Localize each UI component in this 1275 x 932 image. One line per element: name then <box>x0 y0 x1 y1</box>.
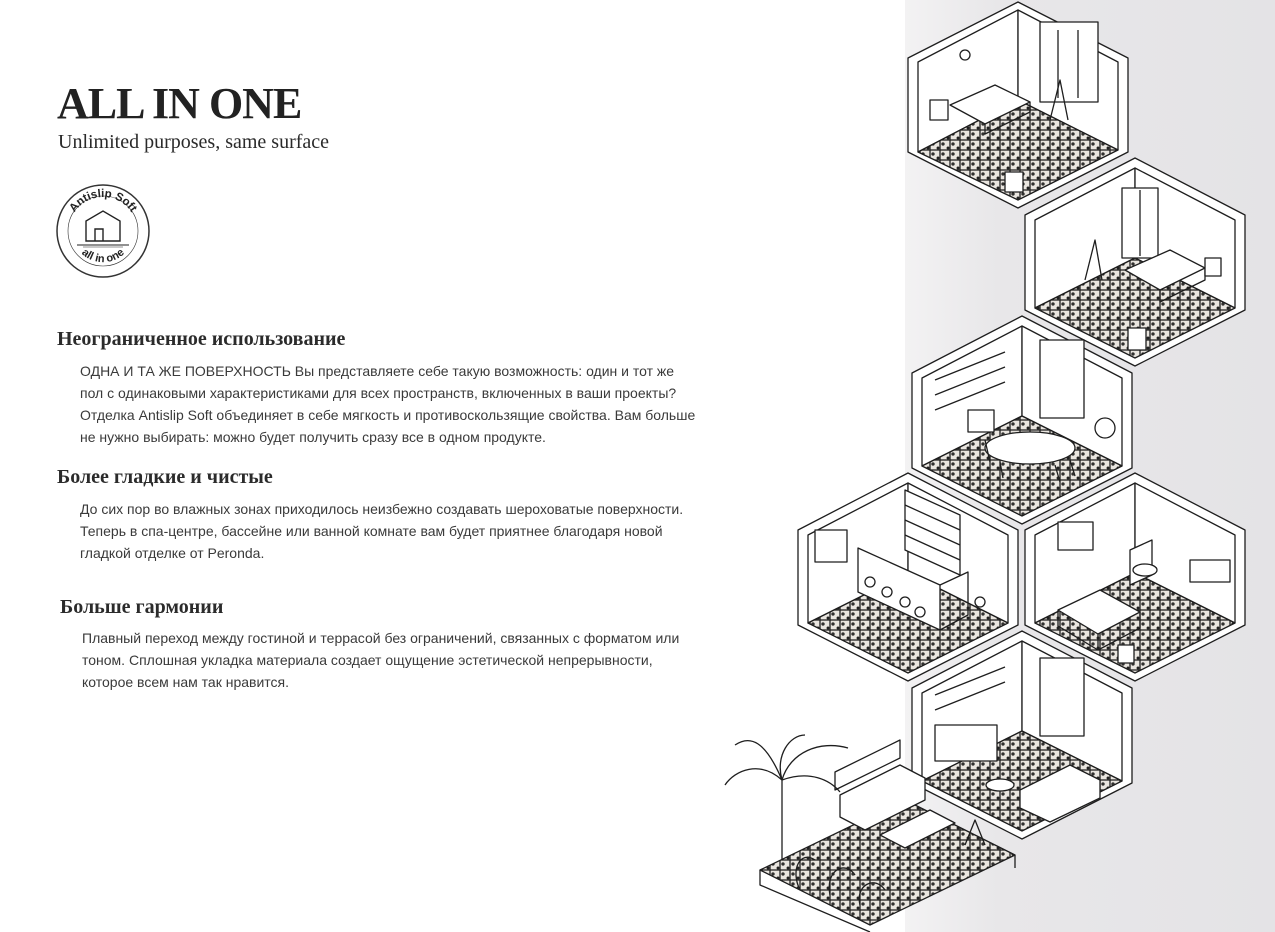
section-text-unlimited-use: ОДНА И ТА ЖЕ ПОВЕРХНОСТЬ Вы представляете себе такую возможность: один и тот же пол с одинаковыми характеристиками для всех пространств, включенных в ваши проекты? Отделка Antislip Soft объединяет в себе мягкость и противоскользящие свойства. Вам больше не нужно выбирать: можно будет получить сразу все в одном продукте. <box>80 363 696 445</box>
section-title-smoother-cleaner: Более гладкие и чистые <box>57 466 273 488</box>
section-title-unlimited-use: Неограниченное использование <box>57 328 346 350</box>
badge-top-text: Antislip Soft <box>67 187 139 215</box>
section-text-more-harmony: Плавный переход между гостиной и террасой без ограничений, связанных с форматом или тоном. Сплошная укладка материала создает ощущение эстетической непрерывности, которое всем нам так нравится. <box>82 630 680 690</box>
badge-bottom-text: all in one <box>79 246 127 266</box>
page-title: ALL IN ONE <box>57 79 302 128</box>
page-subtitle: Unlimited purposes, same surface <box>58 131 330 153</box>
antislip-soft-badge <box>55 183 151 279</box>
isometric-rooms-illustration <box>720 0 1275 932</box>
section-text-smoother-cleaner: До сих пор во влажных зонах приходилось неизбежно создавать шероховатые поверхности. Теперь в спа-центре, бассейне или ванной комнате вам будет приятнее благодаря новой гладкой отделке от Peronda. <box>80 501 684 561</box>
section-title-more-harmony: Больше гармонии <box>60 596 224 618</box>
room-bedroom-top <box>908 2 1128 208</box>
